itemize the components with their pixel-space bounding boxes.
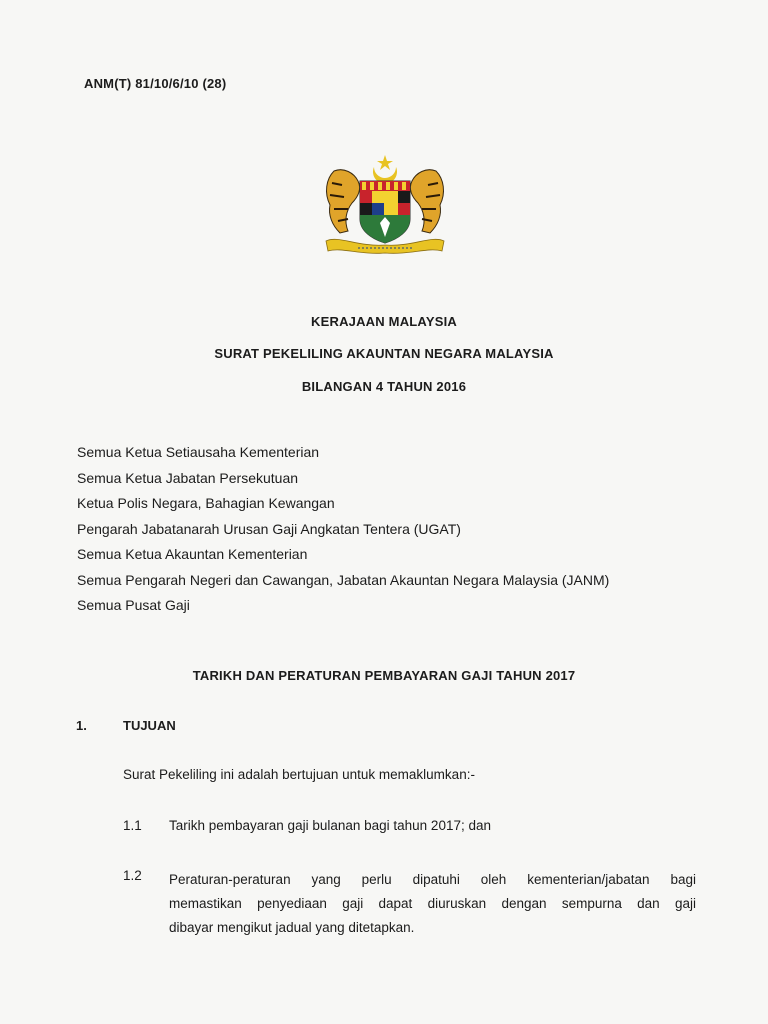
reference-number: ANM(T) 81/10/6/10 (28) bbox=[84, 76, 227, 91]
recipient-item: Semua Ketua Setiausaha Kementerian bbox=[77, 444, 320, 460]
section-number: 1. bbox=[76, 718, 87, 733]
paragraph-line: memastikan penyediaan gaji dapat diuruskan dengan sempurna dan gaji bbox=[169, 896, 696, 911]
government-heading: KERAJAAN MALAYSIA bbox=[311, 314, 457, 329]
recipient-item: Semua Ketua Akauntan Kementerian bbox=[77, 546, 308, 562]
item-text: Tarikh pembayaran gaji bulanan bagi tahun 2017; dan bbox=[169, 818, 491, 833]
recipient-item: Ketua Polis Negara, Bahagian Kewangan bbox=[77, 495, 335, 511]
section-title: TUJUAN bbox=[123, 718, 176, 733]
recipient-item: Semua Ketua Jabatan Persekutuan bbox=[77, 469, 299, 486]
subject-heading: TARIKH DAN PERATURAN PEMBAYARAN GAJI TAHUN 2017 bbox=[192, 668, 576, 683]
paragraph-line: Peraturan-peraturan yang perlu dipatuhi oleh kementerian/jabatan bagi bbox=[169, 872, 696, 887]
circular-number: BILANGAN 4 TAHUN 2016 bbox=[301, 379, 467, 394]
item-number: 1.1 bbox=[123, 818, 142, 833]
recipient-item: Semua Pusat Gaji bbox=[77, 597, 190, 613]
recipient-item: Pengarah Jabatanarah Urusan Gaji Angkatan Tentera (UGAT) bbox=[77, 520, 461, 537]
item-number: 1.2 bbox=[123, 868, 142, 883]
malaysia-coat-of-arms-icon bbox=[318, 153, 452, 257]
section-intro: Surat Pekeliling ini adalah bertujuan untuk memaklumkan:- bbox=[123, 767, 475, 782]
paragraph-line: dibayar mengikut jadual yang ditetapkan. bbox=[169, 920, 415, 935]
recipient-item: Semua Pengarah Negeri dan Cawangan, Jabatan Akauntan Negara Malaysia (JANM) bbox=[77, 571, 610, 588]
item-paragraph bbox=[169, 868, 696, 940]
circular-title: SURAT PEKELILING AKAUNTAN NEGARA MALAYSIA bbox=[214, 346, 554, 361]
recipient-list bbox=[77, 442, 609, 621]
